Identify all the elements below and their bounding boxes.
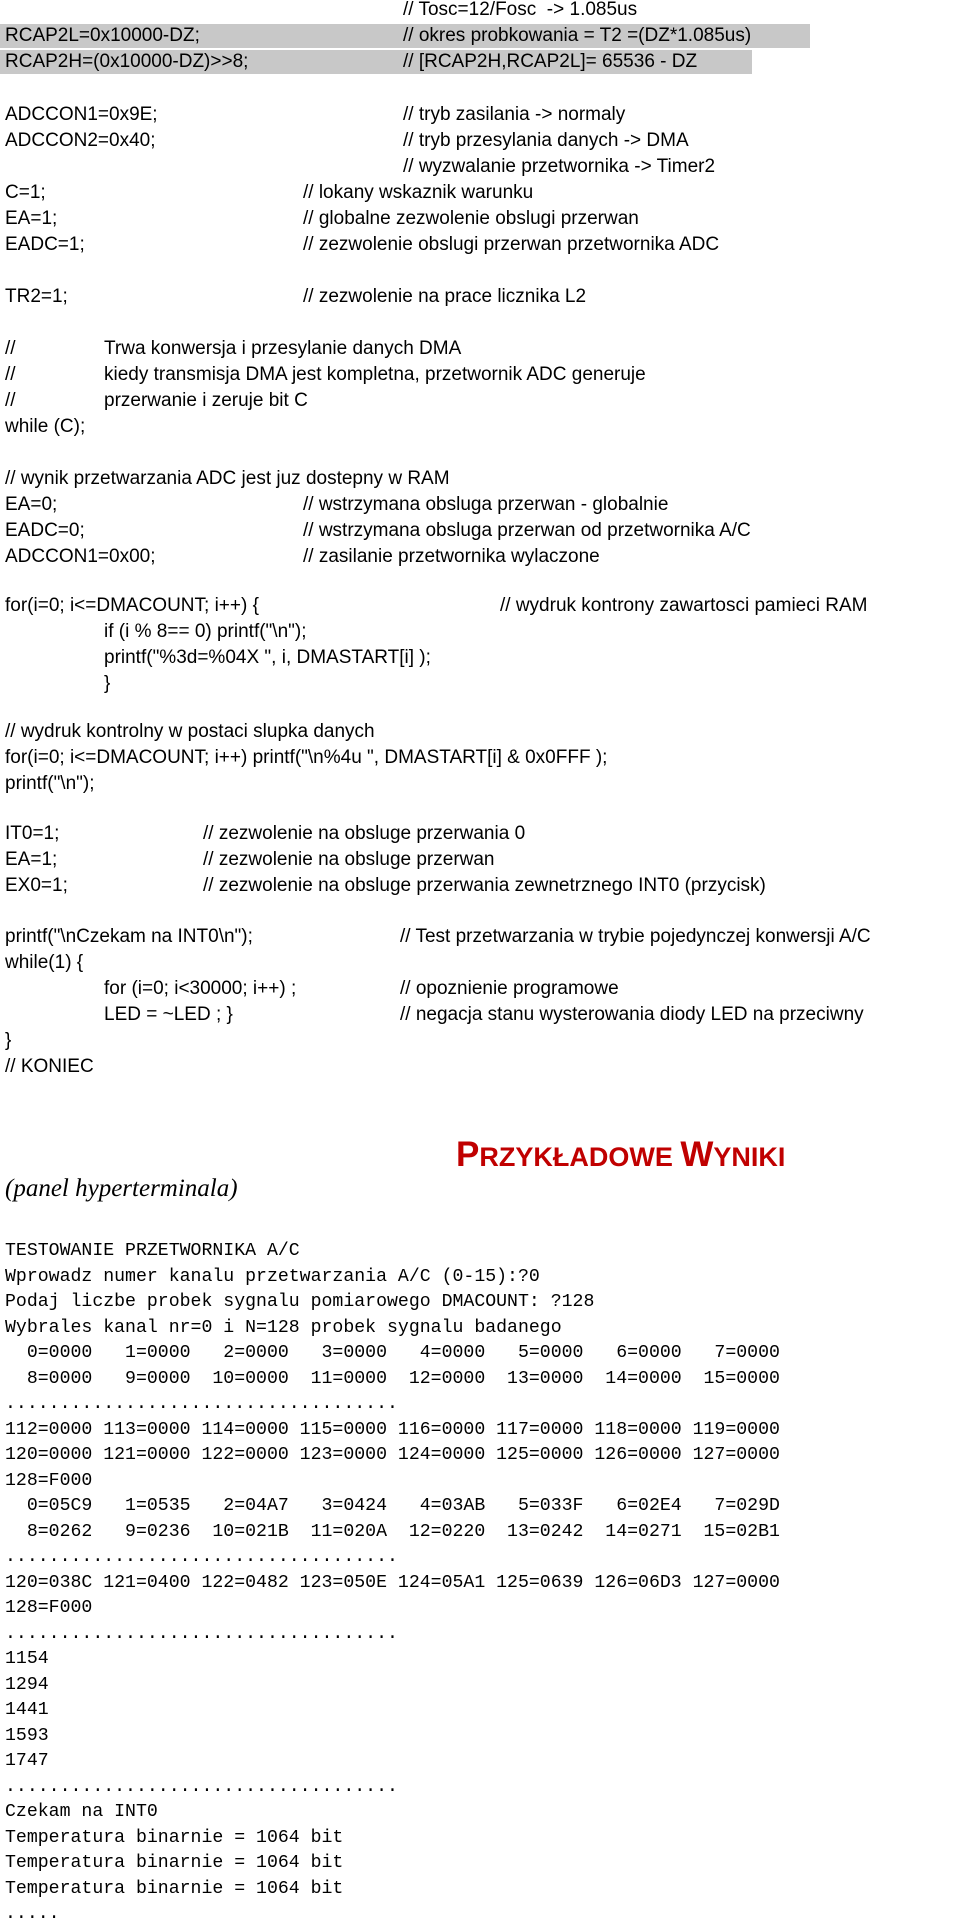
code-comment: // tryb przesylania danych -> DMA bbox=[403, 130, 689, 151]
terminal-line: Temperatura binarnie = 1064 bit bbox=[5, 1827, 344, 1848]
code-comment: // Test przetwarzania w trybie pojedynczej konwersji A/C bbox=[400, 926, 871, 947]
code-statement: C=1; bbox=[5, 182, 46, 203]
code-comment-marker: // bbox=[5, 390, 16, 411]
code-comment: // KONIEC bbox=[5, 1056, 94, 1077]
code-comment: // zezwolenie na prace licznika L2 bbox=[303, 286, 587, 307]
terminal-line: 1154 bbox=[5, 1649, 49, 1669]
code-statement: } bbox=[5, 1030, 12, 1051]
terminal-line: ..... bbox=[5, 1904, 60, 1924]
code-statement: IT0=1; bbox=[5, 823, 60, 844]
code-statement: for(i=0; i<=DMACOUNT; i++) printf("\n%4u ", DMASTART[i] & 0x0FFF ); bbox=[5, 747, 608, 768]
code-statement: for (i=0; i<30000; i++) ; bbox=[104, 978, 297, 999]
terminal-line: 128=F000 bbox=[5, 1470, 93, 1491]
terminal-line: Podaj liczbe probek sygnalu pomiarowego DMACOUNT: ?128 bbox=[5, 1292, 595, 1312]
terminal-line: 0=0000 1=0000 2=0000 3=0000 4=0000 5=0000 6=0000 7=0000 bbox=[5, 1343, 780, 1363]
code-statement: LED = ~LED ; } bbox=[104, 1004, 233, 1025]
terminal-line: 1294 bbox=[5, 1674, 49, 1695]
terminal-line: Wybrales kanal nr=0 i N=128 probek sygnalu badanego bbox=[5, 1317, 562, 1338]
code-comment-marker: // bbox=[5, 338, 16, 359]
panel-label: (panel hyperterminala) bbox=[5, 1175, 238, 1202]
code-comment: // zezwolenie obslugi przerwan przetwornika ADC bbox=[303, 234, 720, 255]
terminal-line: 128=F000 bbox=[5, 1598, 93, 1618]
code-comment: // tryb zasilania -> normaly bbox=[403, 104, 626, 125]
code-statement: TR2=1; bbox=[5, 286, 68, 307]
code-statement: RCAP2L=0x10000-DZ; bbox=[0, 24, 398, 48]
code-statement: EA=1; bbox=[5, 849, 58, 870]
code-statement: printf("%3d=%04X ", i, DMASTART[i] ); bbox=[104, 647, 431, 668]
code-statement: EADC=0; bbox=[5, 520, 85, 541]
terminal-line: 1441 bbox=[5, 1700, 49, 1720]
code-statement: printf("\nCzekam na INT0\n"); bbox=[5, 926, 253, 947]
code-comment: // zezwolenie na obsluge przerwania zewnetrznego INT0 (przycisk) bbox=[203, 875, 766, 896]
code-comment: // wstrzymana obsluga przerwan od przetwornika A/C bbox=[303, 520, 751, 541]
terminal-line: .................................... bbox=[5, 1776, 398, 1797]
code-statement: EA=1; bbox=[5, 208, 58, 229]
code-comment: // zezwolenie na obsluge przerwan bbox=[203, 849, 495, 870]
code-comment: // okres probkowania = T2 =(DZ*1.085us) bbox=[398, 24, 810, 48]
code-comment: // Tosc=12/Fosc -> 1.085us bbox=[403, 0, 638, 20]
terminal-line: .................................... bbox=[5, 1547, 398, 1567]
terminal-output bbox=[5, 1239, 780, 1928]
code-comment: // lokany wskaznik warunku bbox=[303, 182, 534, 203]
terminal-line: Temperatura binarnie = 1064 bit bbox=[5, 1878, 344, 1899]
code-statement: } bbox=[104, 673, 111, 694]
terminal-line: 112=0000 113=0000 114=0000 115=0000 116=0000 117=0000 118=0000 119=0000 bbox=[5, 1419, 780, 1440]
code-statement: for(i=0; i<=DMACOUNT; i++) { bbox=[5, 595, 259, 616]
terminal-line: 120=038C 121=0400 122=0482 123=050E 124=05A1 125=0639 126=06D3 127=0000 bbox=[5, 1572, 780, 1593]
code-statement: EA=0; bbox=[5, 494, 58, 515]
code-statement: EADC=1; bbox=[5, 234, 85, 255]
code-statement: printf("\n"); bbox=[5, 773, 95, 794]
terminal-line: 120=0000 121=0000 122=0000 123=0000 124=0000 125=0000 126=0000 127=0000 bbox=[5, 1445, 780, 1465]
code-statement: RCAP2H=(0x10000-DZ)>>8; bbox=[0, 50, 398, 74]
terminal-line: 8=0262 9=0236 10=021B 11=020A 12=0220 13=0242 14=0271 15=02B1 bbox=[5, 1521, 780, 1542]
code-comment: // globalne zezwolenie obslugi przerwan bbox=[303, 208, 639, 229]
code-statement: ADCCON1=0x00; bbox=[5, 546, 156, 567]
code-comment: // negacja stanu wysterowania diody LED na przeciwny bbox=[400, 1004, 864, 1025]
code-comment: przerwanie i zeruje bit C bbox=[104, 390, 308, 411]
code-statement: while(1) { bbox=[5, 952, 84, 973]
code-comment: kiedy transmisja DMA jest kompletna, przetwornik ADC generuje bbox=[104, 364, 646, 385]
code-statement: ADCCON1=0x9E; bbox=[5, 104, 158, 125]
terminal-line: Czekam na INT0 bbox=[5, 1802, 158, 1822]
terminal-line: 1593 bbox=[5, 1725, 49, 1746]
code-comment: // zezwolenie na obsluge przerwania 0 bbox=[203, 823, 526, 844]
code-comment: // wydruk kontrony zawartosci pamieci RAM bbox=[500, 595, 868, 616]
code-statement: EX0=1; bbox=[5, 875, 68, 896]
code-comment: // wyzwalanie przetwornika -> Timer2 bbox=[403, 156, 716, 177]
code-statement: ADCCON2=0x40; bbox=[5, 130, 156, 151]
code-comment: // wstrzymana obsluga przerwan - globalnie bbox=[303, 494, 669, 515]
code-comment: // [RCAP2H,RCAP2L]= 65536 - DZ bbox=[398, 50, 752, 74]
terminal-line: TESTOWANIE PRZETWORNIKA A/C bbox=[5, 1241, 300, 1261]
code-comment: // zasilanie przetwornika wylaczone bbox=[303, 546, 600, 567]
code-comment: // wynik przetwarzania ADC jest juz dostepny w RAM bbox=[5, 468, 450, 489]
terminal-line: 8=0000 9=0000 10=0000 11=0000 12=0000 13=0000 14=0000 15=0000 bbox=[5, 1368, 780, 1389]
terminal-line: Temperatura binarnie = 1064 bit bbox=[5, 1853, 344, 1873]
code-statement: while (C); bbox=[5, 416, 86, 437]
terminal-line: 0=05C9 1=0535 2=04A7 3=0424 4=03AB 5=033F 6=02E4 7=029D bbox=[5, 1496, 780, 1516]
code-statement: if (i % 8== 0) printf("\n"); bbox=[104, 621, 307, 642]
terminal-line: Wprowadz numer kanalu przetwarzania A/C (0-15):?0 bbox=[5, 1266, 540, 1287]
code-comment: Trwa konwersja i przesylanie danych DMA bbox=[104, 338, 462, 359]
code-comment: // opoznienie programowe bbox=[400, 978, 619, 999]
terminal-line: .................................... bbox=[5, 1623, 398, 1644]
code-comment-marker: // bbox=[5, 364, 16, 385]
code-comment: // wydruk kontrolny w postaci slupka danych bbox=[5, 721, 375, 742]
section-title: PRZYKŁADOWE WYNIKI bbox=[456, 1135, 786, 1174]
terminal-line: 1747 bbox=[5, 1751, 49, 1771]
terminal-line: .................................... bbox=[5, 1394, 398, 1414]
